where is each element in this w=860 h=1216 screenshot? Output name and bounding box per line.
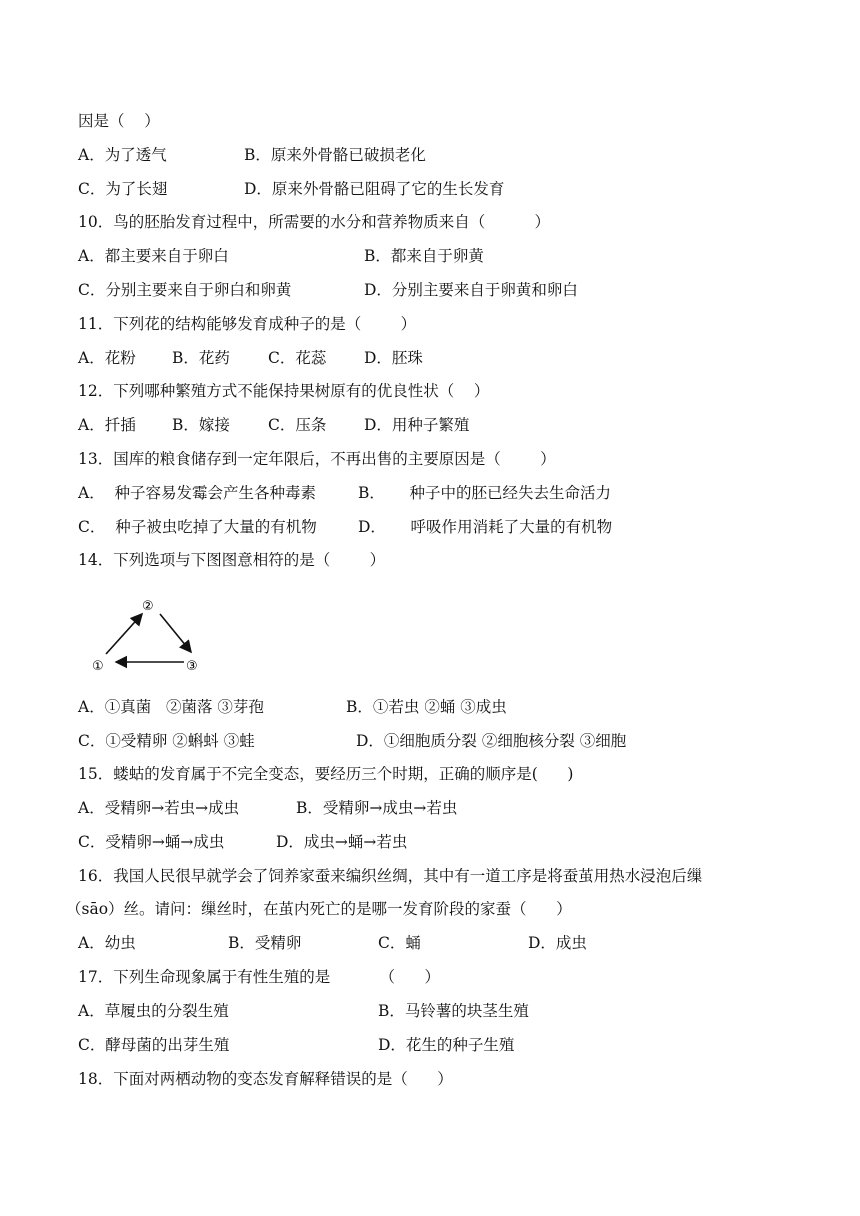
q10-option-a: A．都主要来自于卵白 [78, 247, 229, 265]
q9-option-d: D．原来外骨骼已阻碍了它的生长发育 [244, 180, 505, 198]
q11-option-c: C．花蕊 [268, 349, 327, 367]
q15-stem: 15．蝼蛄的发育属于不完全变态，要经历三个时期，正确的顺序是( ) [78, 765, 574, 783]
q17-option-d: D．花生的种子生殖 [378, 1036, 515, 1054]
q17-option-c: C．酵母菌的出芽生殖 [78, 1036, 230, 1054]
q18-stem: 18．下面对两栖动物的变态发育解释错误的是（ ） [78, 1070, 453, 1088]
q16-stem-continued: （sāo）丝。请问：缫丝时，在茧内死亡的是哪一发育阶段的家蚕（ ） [66, 900, 572, 918]
q10-option-c: C．分别主要来自于卵白和卵黄 [78, 281, 292, 299]
q16-stem: 16．我国人民很早就学会了饲养家蚕来编织丝绸，其中有一道工序是将蚕茧用热水浸泡后缫 [78, 867, 703, 885]
q12-option-c: C．压条 [268, 416, 327, 434]
cycle-diagram [86, 592, 216, 682]
q15-option-a: A．受精卵→若虫→成虫 [78, 799, 240, 817]
q16-option-d: D．成虫 [528, 934, 587, 952]
q11-option-b: B．花药 [172, 349, 230, 367]
diagram-node-1: ① [92, 659, 104, 674]
q17-option-a: A．草履虫的分裂生殖 [78, 1002, 229, 1020]
q14-option-a: A．①真菌 ②菌落 ③芽孢 [78, 698, 264, 716]
q12-option-b: B．嫁接 [172, 416, 230, 434]
q12-option-a: A．扦插 [78, 416, 136, 434]
q11-option-a: A．花粉 [78, 349, 136, 367]
q15-option-b: B．受精卵→成虫→若虫 [296, 799, 458, 817]
q15-option-d: D．成虫→蛹→若虫 [276, 833, 408, 851]
arrow-2-to-3 [160, 614, 191, 652]
q13-option-b: B． 种子中的胚已经失去生命活力 [358, 484, 612, 502]
q9-stem-tail: 因是（ ） [78, 112, 160, 130]
q10-stem: 10．鸟的胚胎发育过程中，所需要的水分和营养物质来自（ ） [78, 213, 550, 231]
q9-option-c: C．为了长翅 [78, 180, 168, 198]
q13-option-a: A． 种子容易发霉会产生各种毒素 [78, 484, 317, 502]
q11-option-d: D．胚珠 [364, 349, 423, 367]
q16-option-c: C．蛹 [378, 934, 421, 952]
q14-stem: 14．下列选项与下图图意相符的是（ ） [78, 551, 386, 569]
q14-option-b: B．①若虫 ②蛹 ③成虫 [346, 698, 507, 716]
q10-option-d: D．分别主要来自于卵黄和卵白 [364, 281, 578, 299]
q16-option-b: B．受精卵 [228, 934, 302, 952]
diagram-node-2: ② [142, 599, 154, 614]
arrow-1-to-2 [106, 614, 142, 654]
q15-option-c: C．受精卵→蛹→成虫 [78, 833, 225, 851]
diagram-node-3: ③ [186, 659, 198, 674]
q16-option-a: A．幼虫 [78, 934, 136, 952]
q12-stem: 12．下列哪种繁殖方式不能保持果树原有的优良性状（ ） [78, 382, 490, 400]
q17-stem: 17．下列生命现象属于有性生殖的是 （ ） [78, 968, 441, 986]
q14-option-d: D．①细胞质分裂 ②细胞核分裂 ③细胞 [356, 732, 627, 750]
q10-option-b: B．都来自于卵黄 [364, 247, 484, 265]
q9-option-a: A．为了透气 [78, 146, 167, 164]
q13-stem: 13．国库的粮食储存到一定年限后，不再出售的主要原因是（ ） [78, 450, 556, 468]
q11-stem: 11．下列花的结构能够发育成种子的是（ ） [78, 315, 417, 333]
q12-option-d: D．用种子繁殖 [364, 416, 470, 434]
q13-option-c: C． 种子被虫吃掉了大量的有机物 [78, 518, 317, 536]
q9-option-b: B．原来外骨骼已破损老化 [244, 146, 426, 164]
q13-option-d: D． 呼吸作用消耗了大量的有机物 [358, 518, 613, 536]
q14-option-c: C．①受精卵 ②蝌蚪 ③蛙 [78, 732, 255, 750]
q17-option-b: B．马铃薯的块茎生殖 [378, 1002, 529, 1020]
